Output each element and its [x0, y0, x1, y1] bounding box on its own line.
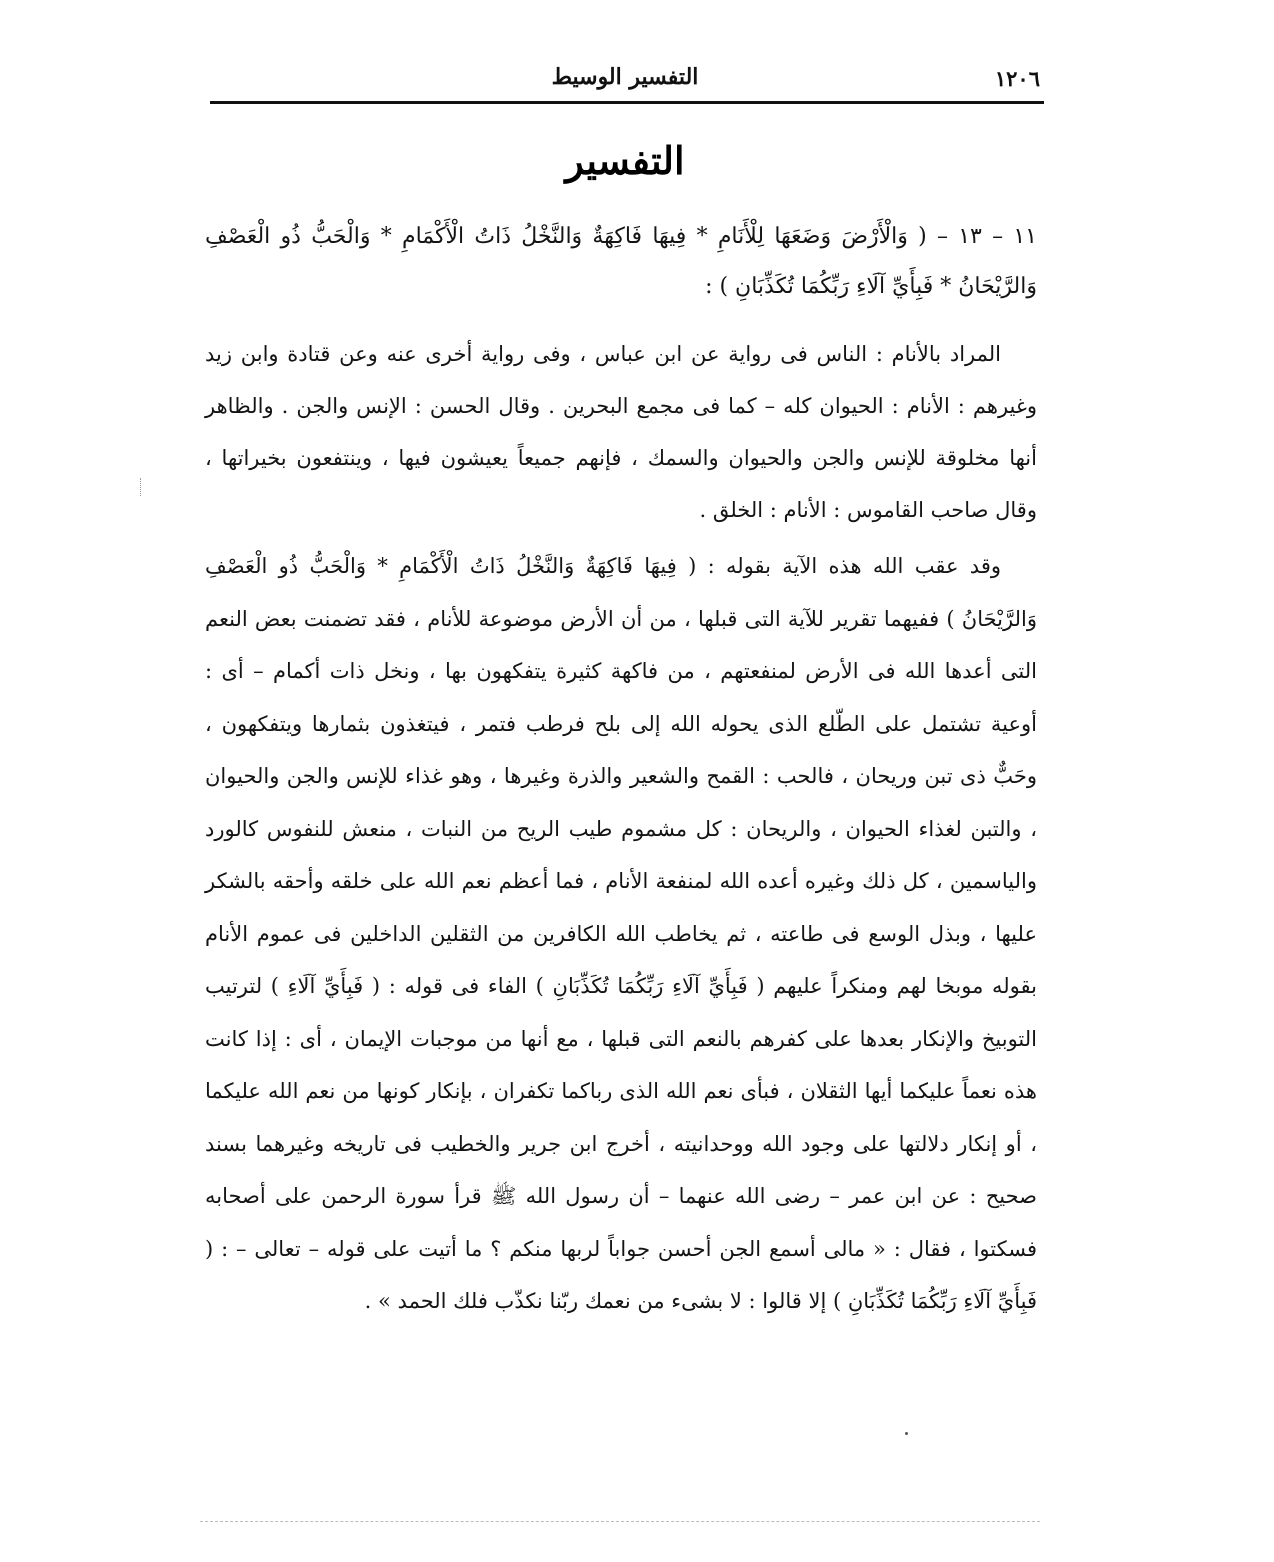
margin-mark	[140, 478, 149, 496]
scan-speck	[905, 1432, 908, 1435]
bottom-scan-line	[200, 1521, 1040, 1522]
verse-block: ١١ – ١٣ – ( وَالْأَرْضَ وَضَعَهَا لِلْأَنَامِ * فِيهَا فَاكِهَةٌ وَالنَّخْلُ ذَاتُ الْأَكْمَامِ * وَالْحَبُّ ذُو الْعَصْفِ وَالرَّيْحَانُ * فَبِأَيِّ آلَاءِ رَبِّكُمَا تُكَذِّبَانِ ) :	[205, 224, 1037, 299]
book-title: التفسير الوسيط	[551, 64, 699, 90]
page-number: ١٢٠٦	[994, 66, 1040, 91]
running-header	[210, 64, 1040, 100]
header-rule	[210, 101, 1044, 104]
paragraph-2: وقد عقب الله هذه الآية بقوله : ( فِيهَا فَاكِهَةٌ وَالنَّخْلُ ذَاتُ الْأَكْمَامِ * وَالْحَبُّ ذُو الْعَصْفِ وَالرَّيْحَانُ ) ففيهما تقرير للآية التى قبلها ، من أن الأرض موضوعة للأنام ، فقد تضمنت بعض النعم التى أعدها الله فى الأرض لمنفعتهم ، من فاكهة كثيرة يتفكهون بها ، ونخل ذات أكمام – أى : أوعية تشتمل على الطّلع الذى يحوله الله إلى بلح فرطب فتمر ، فيتغذون بثمارها ويتفكهون ، وحَبٌّ ذى تبن وريحان ، فالحب : القمح والشعير والذرة وغيرها ، وهو غذاء للإنس والجن والحيوان ، والتبن لغذاء الحيوان ، والريحان : كل مشموم طيب الريح من النبات ، منعش للنفوس كالورد والياسمين ، كل ذلك وغيره أعده الله لمنفعة الأنام ، فما أعظم نعم الله على خلقه وأحقه بالشكر عليها ، وبذل الوسع فى طاعته ، ثم يخاطب الله الكافرين من الثقلين الداخلين فى عموم الأنام بقوله موبخا لهم ومنكراً عليهم ( فَبِأَيِّ آلَاءِ رَبِّكُمَا تُكَذِّبَانِ ) الفاء فى قوله : ( فَبِأَيِّ آلَاءِ ) لترتيب التوبيخ والإنكار بعدها على كفرهم بالنعم التى قبلها ، مع أنها من موجبات الإيمان ، أى : إذا كانت هذه نعماً عليكما أيها الثقلان ، فبأى نعم الله الذى رباكما تكفران ، بإنكار كونها من نعم الله عليكما ، أو إنكار دلالتها على وجود الله ووحدانيته ، أخرج ابن جرير والخطيب فى تاريخه وغيرهما بسند صحيح : عن ابن عمر – رضى الله عنهما – أن رسول الله ﷺ قرأ سورة الرحمن على أصحابه فسكتوا ، فقال : « مالى أسمع الجن أحسن جواباً لربها منكم ؟ ما أتيت على قوله – تعالى – : ( فَبِأَيِّ آلَاءِ رَبِّكُمَا تُكَذِّبَانِ ) إلا قالوا : لا بشىء من نعمك ربّنا نكذّب فلك الحمد » .	[205, 554, 1038, 1313]
section-title: التفسير	[565, 138, 685, 183]
paragraph-1: المراد بالأنام : الناس فى رواية عن ابن عباس ، وفى رواية أخرى عنه وعن قتادة وابن زيد وغيرهم : الأنام : الحيوان كله – كما فى مجمع البحرين . وقال الحسن : الإنس والجن . والظاهر أنها مخلوقة للإنس والجن والحيوان والسمك ، فإنهم جميعاً يعيشون فيها ، وينتفعون بخيراتها ، وقال صاحب القاموس : الأنام : الخلق .	[205, 342, 1037, 522]
